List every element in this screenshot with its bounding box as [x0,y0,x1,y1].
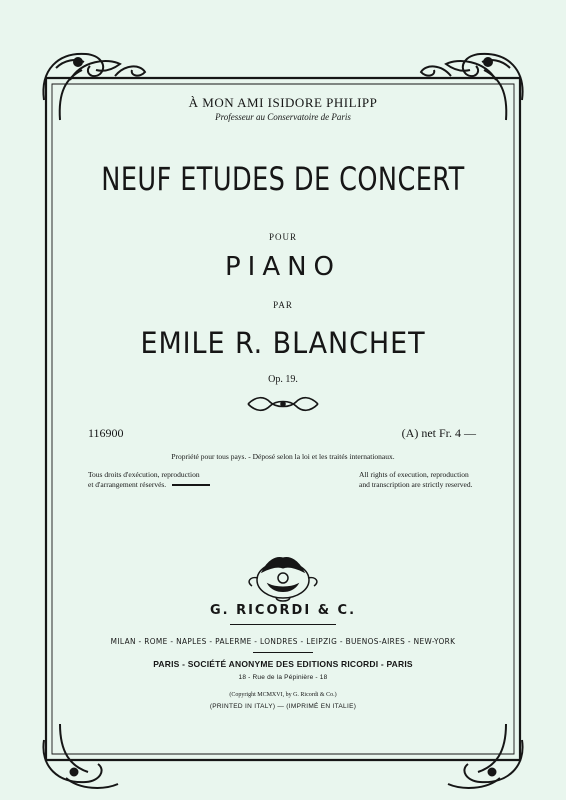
paris-line: PARIS - SOCIÉTÉ ANONYME DES EDITIONS RICORDI - PARIS [153,659,413,669]
rights-en-line: All rights of execution, reproduction [359,470,469,479]
rights-fr-line: et d'arrangement réservés. [88,480,210,490]
opus-number: Op. 19. [268,374,298,385]
dedicatee-title: Professeur au Conservatoire de Paris [215,112,351,122]
composer-name: EMILE R. BLANCHET [140,326,426,360]
flourish-ornament-icon [248,398,318,411]
corner-ornament-icon [43,724,118,788]
property-notice: Propriété pour tous pays. - Déposé selon la loi et les traités internationaux. [171,452,395,461]
address: 18 - Rue de la Pépinière - 18 [238,674,328,681]
publisher-emblem-icon [249,558,317,601]
publisher-cities: MILAN - ROME - NAPLES - PALERME - LONDRES - LEIPZIG - BUENOS-AIRES - NEW-YORK [110,637,456,646]
plate-number: 116900 [88,426,124,440]
divider [253,652,313,653]
divider [230,624,336,625]
rights-notice-fr [88,470,210,490]
rights-notice-en [359,470,473,490]
par-label: PAR [273,300,293,310]
instrument: PIANO [224,252,342,282]
dedication: À MON AMI ISIDORE PHILIPP [188,95,378,110]
publisher-name: G. RICORDI & C. [209,603,357,618]
printed-notice: (PRINTED IN ITALY) — (IMPRIMÉ EN ITALIE) [209,703,357,710]
rights-fr-line: Tous droits d'exécution, reproduction [88,470,200,479]
price: (A) net Fr. 4 — [401,426,476,440]
work-title: NEUF ETUDES DE CONCERT [101,160,465,198]
copyright: (Copyright MCMXVI, by G. Ricordi & Co.) [229,692,337,698]
corner-ornament-icon [448,724,523,788]
flourish-ornament-icon [115,66,451,76]
rights-en-line: and transcription are strictly reserved. [359,480,473,489]
pour-label: POUR [268,232,297,242]
